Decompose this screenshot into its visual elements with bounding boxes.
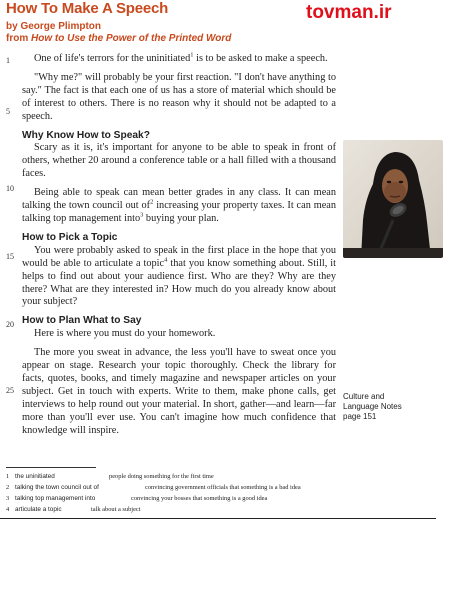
source-title: How to Use the Power of the Printed Word: [31, 33, 232, 44]
paragraph: Here is where you must do your homework.: [34, 328, 216, 340]
paragraph: You were probably asked to speak in the first place in the hope that you would be able to articulate a topic$^4$ that you know something about. Still, it helps to find out about your audience first. Who are they? Why are they there? What are they interested in? How much do you already know about your subject?: [22, 244, 337, 308]
watermark-text: tovman.ir: [306, 2, 392, 23]
line-number: 1: [6, 56, 10, 65]
article-body: [22, 53, 336, 437]
paragraph: Being able to speak can mean better grades in any class. It can mean talking the town council out $of^2$ increasing your property taxes. It can mean talking top management into$^3$ buying your plan.: [22, 187, 337, 224]
culture-notes-reference: Culture and Language Notes page 151: [343, 392, 402, 421]
paragraph: Scary as it is, it's important for anyone to be able to speak in front of others, whether 20 around a conference table or a hall filled with a thousand faces.: [22, 142, 336, 180]
paragraph: The more you sweat in advance, the less you'll have to sweat once you appear on stage. Research your topic thoroughly. Check the library for facts, quotes, books, and timely magazine and newspaper articles on your subject. Get in touch with experts. Write to them, make phone calls, get interviews to help round out your material. In short, gather—and learn—far more than you'll ever use. You can't imagine how much confidence that knowledge will inspire.: [22, 347, 336, 436]
bottom-divider: [0, 518, 436, 519]
line-number: 10: [6, 184, 14, 193]
footnote-ref: 3: [140, 211, 144, 219]
section-heading: How to Pick a Topic: [22, 231, 118, 243]
section-heading: Why Know How to Speak?: [22, 129, 150, 141]
footnote-divider: [6, 467, 96, 468]
footnote-ref: 4: [164, 256, 168, 264]
source-line: [6, 33, 231, 45]
line-number: 25: [6, 386, 14, 395]
paragraph: One of life's terrors for the uninitiated$^1$ is to be asked to make a speech.: [34, 51, 328, 64]
author-line: by George Plimpton: [6, 21, 102, 32]
byline: [6, 21, 231, 45]
line-number: 5: [6, 107, 10, 116]
speaker-photo-image: [343, 140, 443, 258]
footnotes: [6, 471, 426, 515]
footnote: 2 talking the town council out of convincing government officials that something is a bad idea: [6, 484, 301, 491]
line-number: 15: [6, 252, 14, 261]
footnote: 3 talking top management into convincing your bosses that something is a good idea: [6, 495, 268, 502]
footnote: 1 the uninitiated people doing something for the first time: [6, 473, 214, 480]
section-heading: How to Plan What to Say: [22, 315, 142, 327]
paragraph: "Why me?" will probably be your first reaction. "I don't have anything to say." The fact is that each one of us has a store of material which should be of interest to others. There is no reason why it should not be adapted to a speech.: [22, 71, 336, 122]
footnote-ref: 2: [150, 198, 154, 206]
speaker-photo: [343, 140, 443, 258]
page-title: How To Make A Speech: [6, 0, 169, 17]
source-prefix: from: [6, 33, 31, 44]
line-number: 20: [6, 320, 14, 329]
footnote-ref: 1: [190, 51, 194, 59]
footnote: 4 articulate a topic talk about a subject: [6, 506, 141, 513]
